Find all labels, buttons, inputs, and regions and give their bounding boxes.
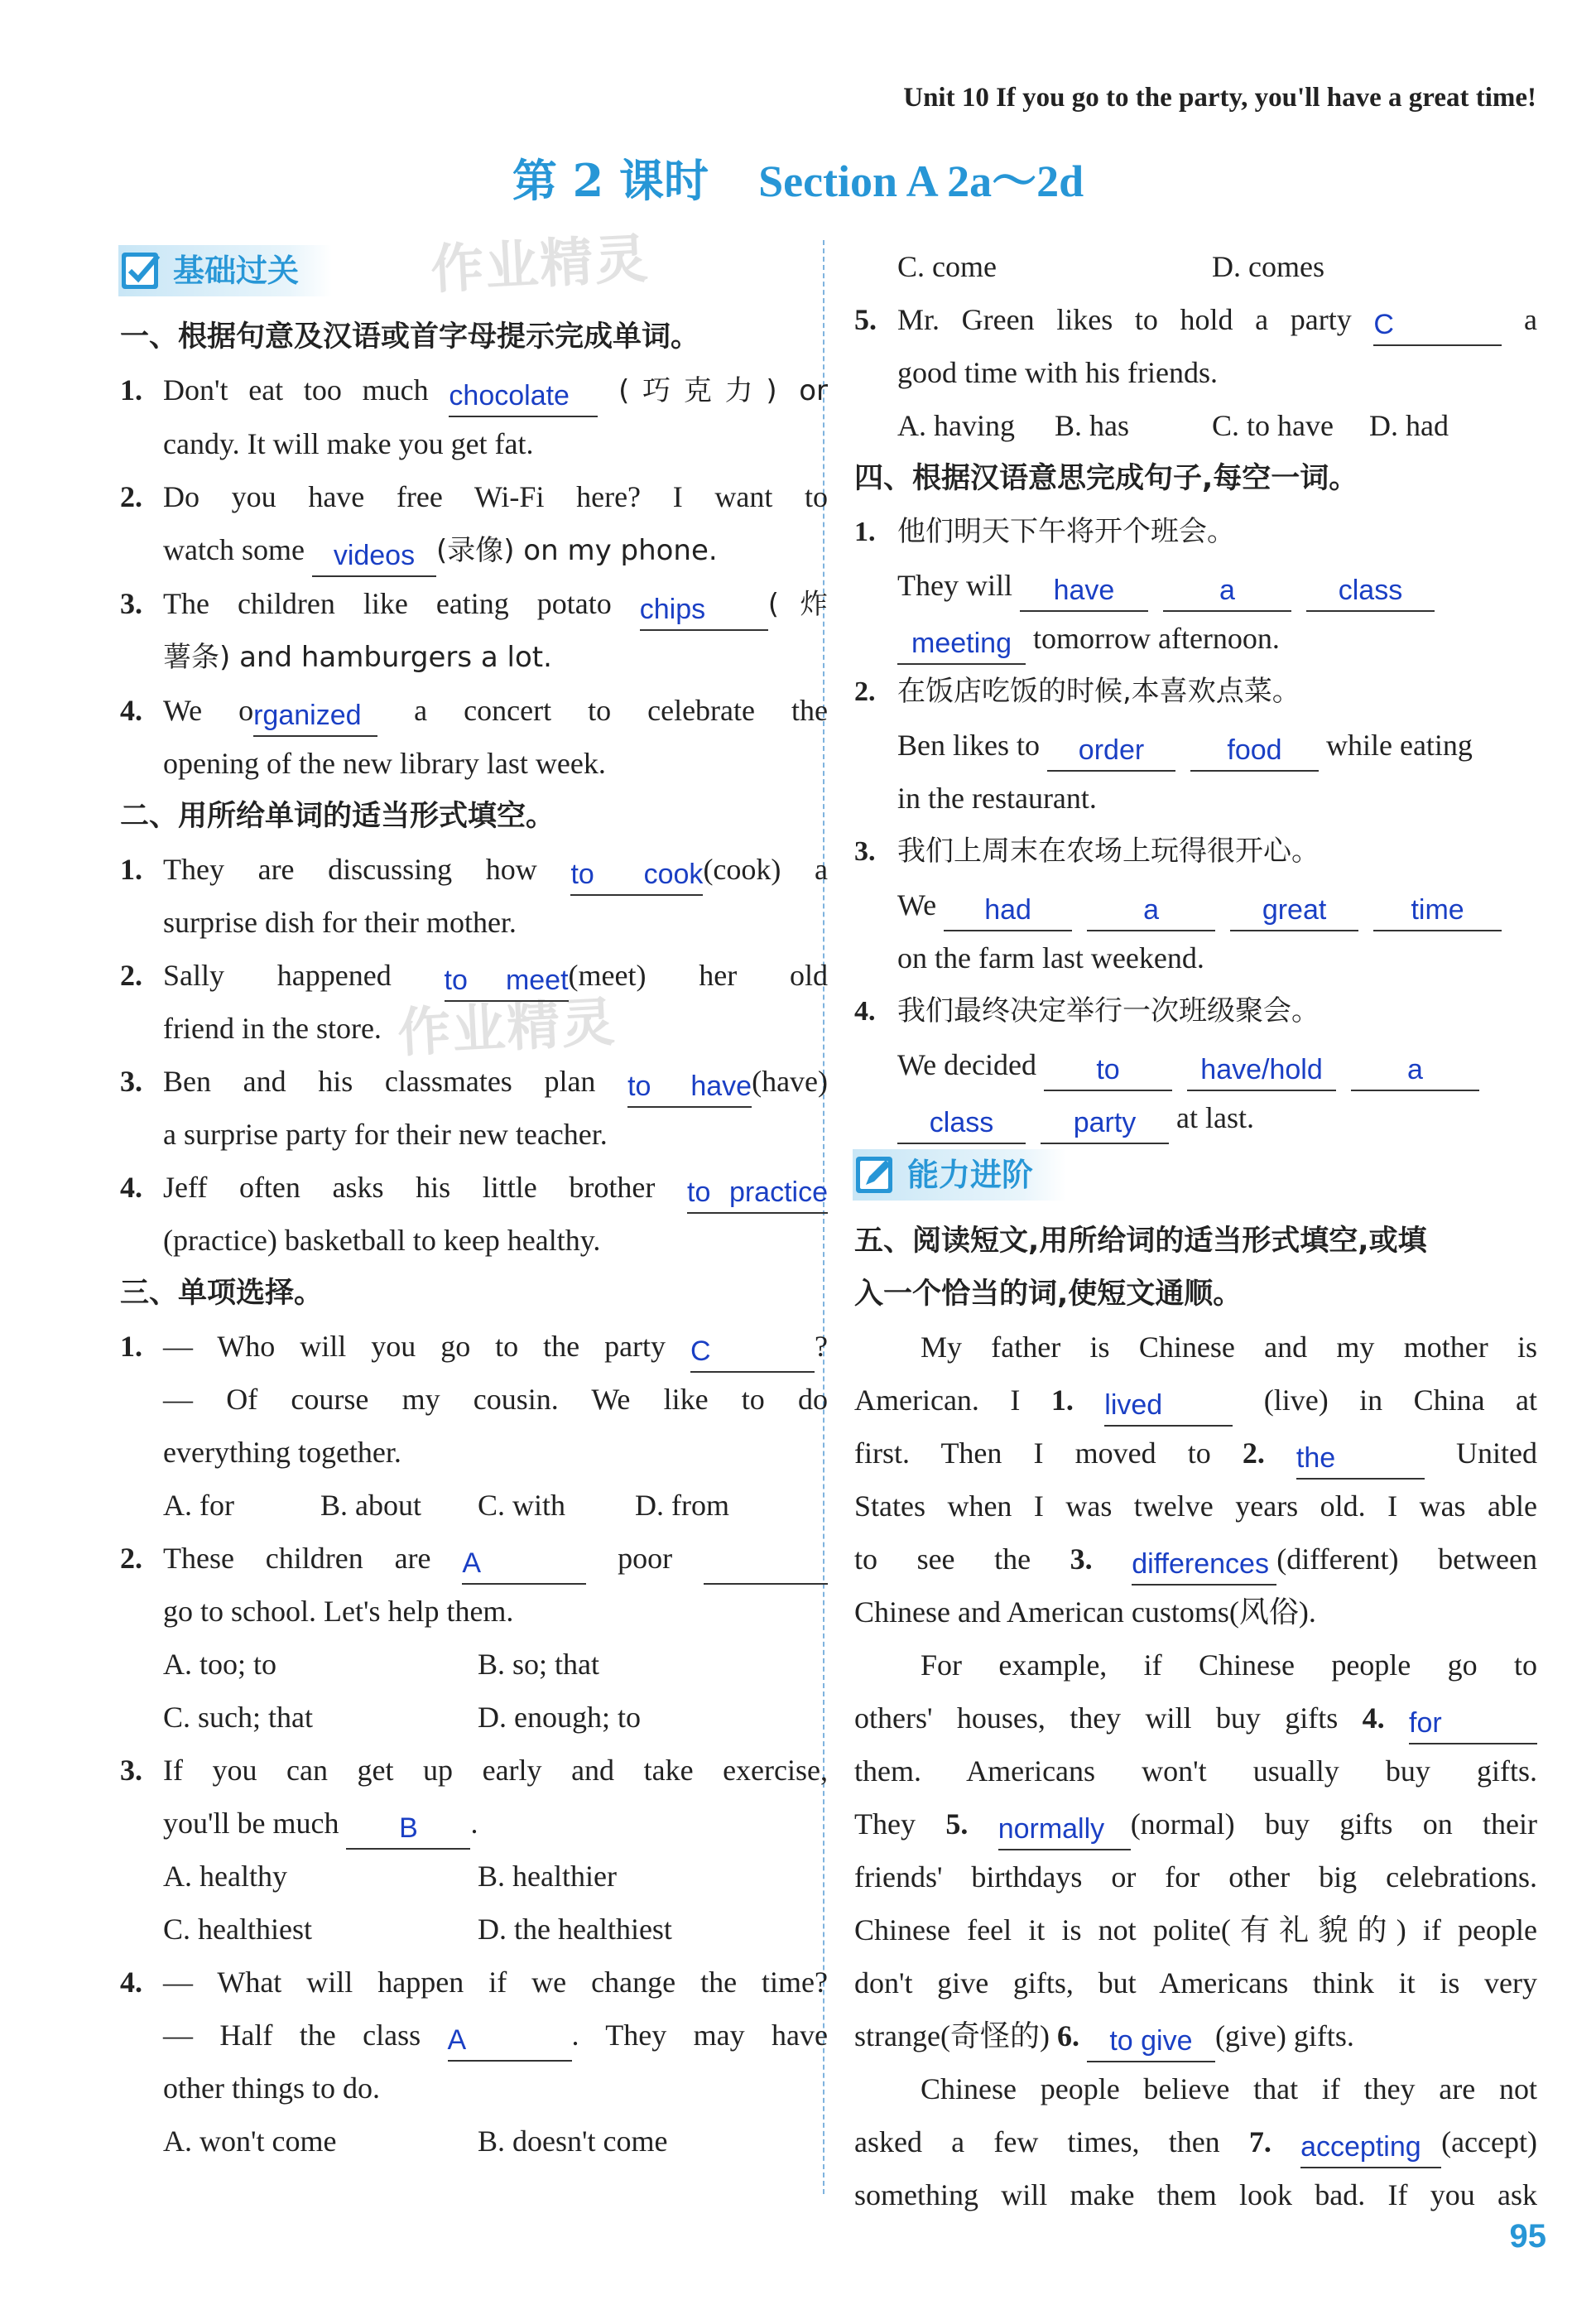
options: A. too; to B. so; that [163, 1648, 600, 1681]
answer-blank: to practice [687, 1166, 828, 1214]
answer-blank: class [1306, 564, 1435, 612]
passage-line: My father is Chinese and my mother is [921, 1331, 1537, 1364]
options: C. such; that D. enough; to [163, 1701, 641, 1734]
answer-blank: have/hold [1187, 1043, 1336, 1091]
question: 1. 他们明天下午将开个班会。 [854, 515, 1235, 548]
question-cont: good time with his friends. [897, 356, 1218, 389]
question: 4. — What will happen if we change the time? [120, 1966, 828, 1999]
section-heading: 二、用所给单词的适当形式填空。 [120, 800, 555, 833]
answer-blank: differences [1132, 1537, 1276, 1586]
question: 3. The children like eating potato chips (炸 [120, 577, 828, 631]
passage-line: strange(奇怪的) 6. to give (give) gifts. [854, 2009, 1537, 2062]
question: 3. Ben and his classmates plan to have (have) [120, 1055, 828, 1108]
question: 2. Do you have free Wi-Fi here? I want to [120, 480, 828, 513]
answer-blank: A [462, 1537, 586, 1585]
question: 4. We o rganized a concert to celebrate the [120, 684, 828, 737]
section-heading: 三、单项选择。 [120, 1277, 324, 1310]
question-cont: friend in the store. [163, 1012, 382, 1045]
question-cont: surprise dish for their mother. [163, 906, 517, 939]
question-cont: opening of the new library last week. [163, 747, 606, 780]
passage-line: Chinese feel it is not polite(有礼貌的) if people [854, 1913, 1537, 1946]
page-number: 95 [1509, 2218, 1546, 2254]
answer-blank: had [944, 883, 1072, 931]
answer-blank: a [1087, 883, 1215, 931]
options: C. come D. comes [897, 250, 1324, 283]
answer-blank: chips [640, 583, 768, 631]
question-cont: a surprise party for their new teacher. [163, 1118, 608, 1151]
section-heading: 入一个恰当的词,使短文通顺。 [854, 1278, 1243, 1311]
passage-line: to see the 3. differences (different) between [854, 1533, 1537, 1586]
badge-label: 能力进阶 [907, 1157, 1034, 1193]
question-cont: Ben likes to order food while eating [854, 719, 1537, 772]
answer-blank: to have [627, 1060, 752, 1108]
basic-badge [118, 245, 332, 296]
answer-blank: C [690, 1325, 815, 1373]
question: 4. Jeff often asks his little brother to practice [120, 1161, 828, 1214]
pencil-icon [853, 1152, 899, 1198]
check-icon [118, 248, 165, 294]
passage-line: They 5. normally (normal) buy gifts on their [854, 1797, 1537, 1850]
page-title [0, 146, 1596, 209]
right-column [854, 240, 1537, 2221]
section-heading: 四、根据汉语意思完成句子,每空一词。 [854, 462, 1358, 495]
question-cont: We had a great time [854, 878, 1537, 931]
answer-blank: accepting [1300, 2120, 1441, 2168]
question: 3. 我们上周末在农场上玩得很开心。 [854, 835, 1320, 868]
question: 1. — Who will you go to the party C ? [120, 1320, 828, 1373]
question-cont: — Of course my cousin. We like to do [163, 1383, 828, 1416]
question: 4. 我们最终决定举行一次班级聚会。 [854, 994, 1320, 1027]
badge-label: 基础过关 [173, 253, 300, 289]
question-cont: (practice) basketball to keep healthy. [163, 1224, 601, 1257]
watermark: 作业精灵 [429, 229, 651, 301]
answer-blank: videos [312, 529, 436, 577]
passage-line: Chinese and American customs(风俗). [854, 1595, 1316, 1629]
answer-blank: food [1190, 724, 1319, 772]
advanced-badge [853, 1149, 1066, 1201]
options: A. won't come B. doesn't come [163, 2125, 668, 2158]
question-cont: meeting tomorrow afternoon. [854, 612, 1537, 665]
answer-blank: B [346, 1802, 470, 1850]
section-label: Section A 2a～2d [758, 156, 1084, 206]
question: 2. 在饭店吃饭的时候,本喜欢点菜。 [854, 675, 1300, 708]
passage-line: asked a few times, then 7. accepting (accept) [854, 2115, 1537, 2168]
passage-line: American. I 1. lived (live) in China at [854, 1374, 1537, 1427]
section-heading: 一、根据句意及汉语或首字母提示完成单词。 [120, 320, 700, 354]
question-cont: everything together. [163, 1436, 401, 1469]
question: 2. Sally happened to meet (meet) her old [120, 949, 828, 1002]
question: 2. These children are A poor [120, 1532, 828, 1585]
answer-blank: to meet [445, 954, 569, 1002]
answer-blank: class [897, 1096, 1026, 1144]
answer-blank: party [1041, 1096, 1169, 1144]
watermark: 作业精灵 [396, 992, 618, 1065]
passage-line: friends' birthdays or for other big celebrations. [854, 1860, 1537, 1894]
answer-blank: A [448, 2014, 572, 2062]
passage-line: Chinese people believe that if they are not [921, 2072, 1537, 2105]
question-cont: candy. It will make you get fat. [163, 427, 534, 460]
passage-line: don't give gifts, but Americans think it is very [854, 1966, 1537, 1999]
answer-blank: great [1230, 883, 1358, 931]
passage-line: others' houses, they will buy gifts 4. for [854, 1691, 1537, 1744]
answer-blank: have [1020, 564, 1148, 612]
question-cont: other things to do. [163, 2072, 380, 2105]
answer-blank: meeting [897, 617, 1026, 665]
answer-blank: the [1296, 1432, 1425, 1480]
answer-blank: C [1373, 298, 1502, 346]
running-header: Unit 10 If you go to the party, you'll have a great time! [903, 83, 1536, 113]
answer-blank: rganized [253, 689, 377, 737]
answer-blank: chocolate [449, 369, 598, 417]
answer-blank: order [1047, 724, 1175, 772]
question: 5. Mr. Green likes to hold a party C a [854, 293, 1537, 346]
section-heading: 五、阅读短文,用所给词的适当形式填空,或填 [854, 1225, 1427, 1258]
passage-line: something will make them look bad. If you ask [854, 2178, 1537, 2211]
question: 1. They are discussing how to cook (cook) a [120, 843, 828, 896]
question-cont: in the restaurant. [897, 782, 1097, 815]
left-column [120, 240, 828, 2168]
question-cont: — Half the class A . They may have [120, 2009, 828, 2062]
passage-line: For example, if Chinese people go to [921, 1648, 1537, 1682]
options: A. for B. about C. with D. from [163, 1489, 729, 1522]
passage-line: them. Americans won't usually buy gifts. [854, 1754, 1537, 1788]
question-cont: on the farm last weekend. [897, 941, 1204, 974]
question-cont: They will have a class [854, 559, 1537, 612]
answer-blank: to cook [570, 848, 703, 896]
answer-blank: for [1409, 1696, 1537, 1744]
question-cont: 薯条) and hamburgers a lot. [163, 641, 552, 674]
answer-blank: a [1163, 564, 1291, 612]
answer-blank: to [1044, 1043, 1172, 1091]
lesson-label: 第 2 课时 [512, 154, 709, 207]
question: 1. Don't eat too much chocolate (巧克力) or [120, 363, 828, 417]
passage-line: States when I was twelve years old. I was able [854, 1489, 1537, 1523]
question-cont: class party at last. [854, 1091, 1537, 1144]
answer-blank: normally [998, 1802, 1131, 1850]
answer-blank: lived [1104, 1379, 1233, 1427]
question-cont: watch some videos (录像) on my phone. [120, 523, 828, 577]
answer-blank: to give [1087, 2014, 1215, 2062]
options: A. healthy B. healthier [163, 1860, 617, 1893]
answer-blank [704, 1537, 828, 1585]
question-cont: go to school. Let's help them. [163, 1595, 514, 1628]
question-cont: you'll be much B . [120, 1797, 828, 1850]
answer-blank: a [1351, 1043, 1479, 1091]
options: A. having B. has C. to have D. had [897, 409, 1449, 442]
answer-blank: time [1373, 883, 1502, 931]
question: 3. If you can get up early and take exercise, [120, 1754, 828, 1787]
options: C. healthiest D. the healthiest [163, 1913, 672, 1946]
passage-line: first. Then I moved to 2. the United [854, 1427, 1537, 1480]
question-cont: We decided to have/hold a [854, 1038, 1537, 1091]
